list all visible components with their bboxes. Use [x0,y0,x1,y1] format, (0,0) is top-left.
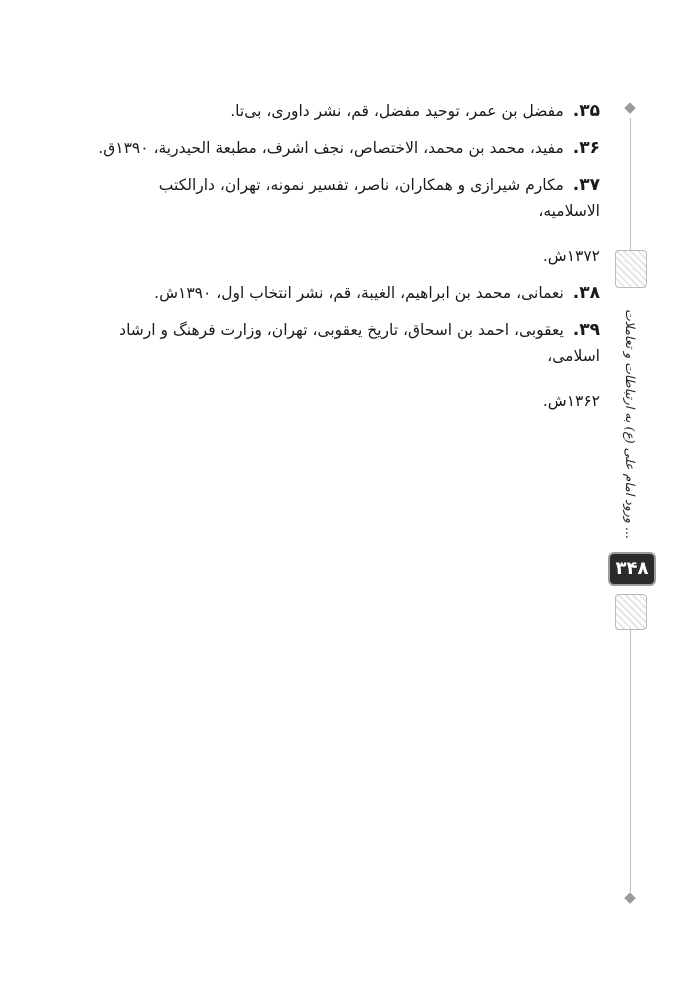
reference-continuation: ۱۳۷۲ش. [542,247,600,265]
reference-number: ۳۶. [572,138,600,158]
reference-item-37 [95,172,600,269]
reference-item-35 [95,98,600,124]
bottom-diamond-icon: ◆ [624,888,636,906]
arabesque-ornament-icon-bottom [615,594,647,630]
reference-item-36 [95,135,600,161]
page-number: ۳۴۸ [608,552,656,586]
top-diamond-icon: ◆ [624,98,636,116]
running-title: ورود امام علی (ع) به ارتباطات و تعاملات ... [623,309,638,539]
reference-text: مفید، محمد بن محمد، الاختصاص، نجف اشرف، مطبعة الحیدریة، ۱۳۹۰ق. [98,139,564,157]
reference-text: نعمانی، محمد بن ابراهیم، الغیبة، قم، نشر انتخاب اول، ۱۳۹۰ش. [154,284,564,302]
reference-number: ۳۵. [572,101,600,121]
margin-rule-top [630,118,631,250]
reference-text: یعقوبی، احمد بن اسحاق، تاریخ یعقوبی، تهران، وزارت فرهنگ و ارشاد اسلامی، [119,321,600,365]
reference-number: ۳۹. [572,320,600,340]
margin-rule-bottom [630,630,631,892]
arabesque-ornament-icon-top [615,250,647,288]
reference-text: مکارم شیرازی و همکاران، ناصر، تفسیر نمونه، تهران، دارالکتب الاسلامیه، [158,176,600,220]
reference-list [95,98,600,425]
reference-continuation: ۱۳۶۲ش. [542,392,600,410]
reference-text: مفضل بن عمر، توحید مفضل، قم، نشر داوری، بی‌تا. [230,102,564,120]
reference-item-39 [95,317,600,414]
reference-number: ۳۸. [572,283,600,303]
reference-number: ۳۷. [572,175,600,195]
reference-item-38 [95,280,600,306]
